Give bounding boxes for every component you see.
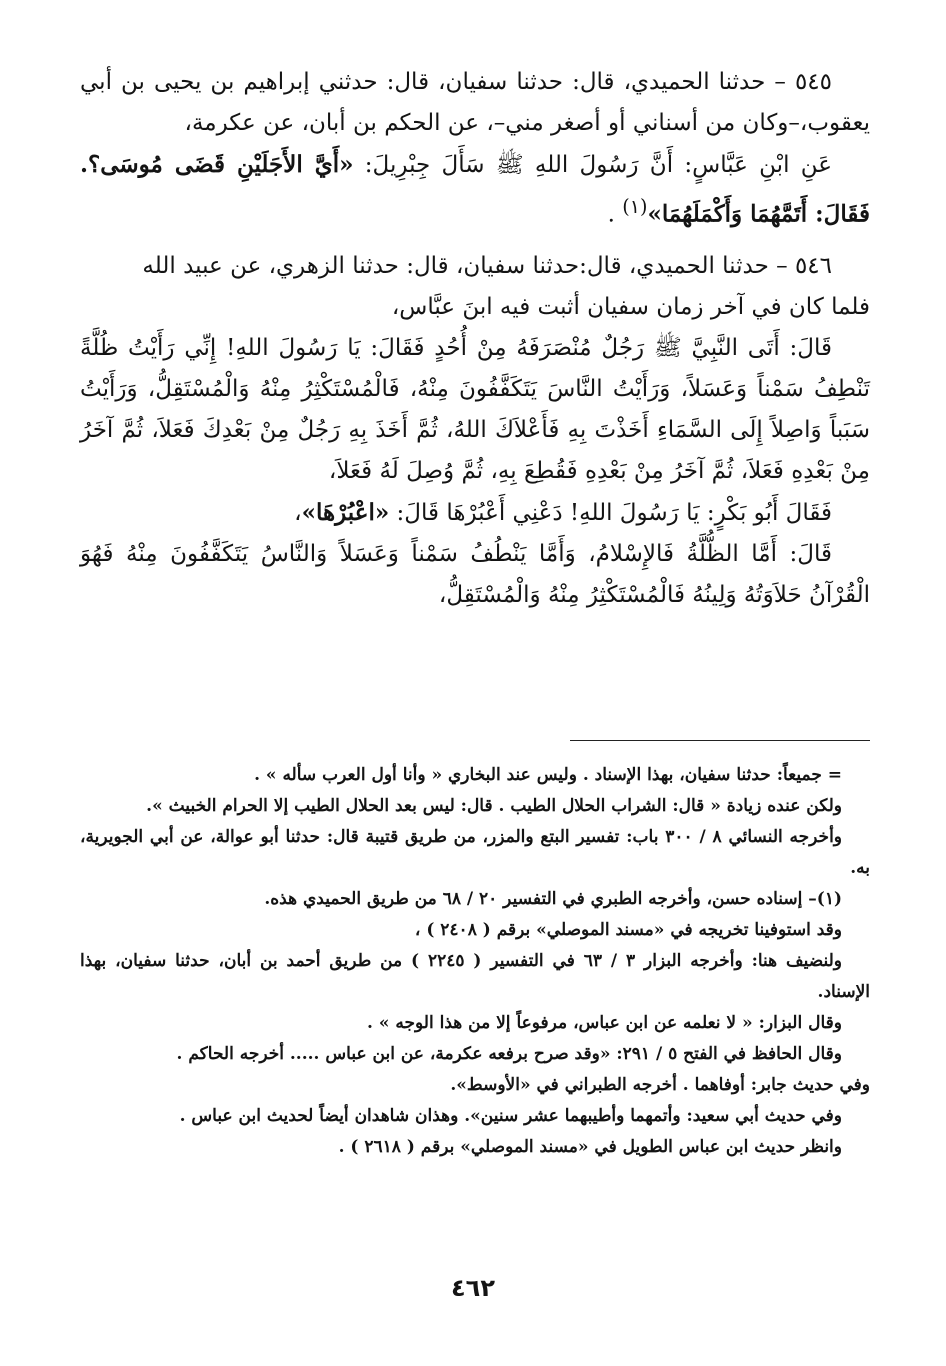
hadith-546-paragraph-2 bbox=[80, 492, 870, 534]
hadith-545-matn bbox=[80, 144, 870, 236]
footnote-ref-1: (١) bbox=[622, 195, 648, 218]
hadith-546-paragraph-1: قَالَ: أَتَى النَّبِيَّ ﷺ رَجُلٌ مُنْصَرَفَهُ مِنْ أُحُدٍ فَقَالَ: يَا رَسُولَ اللهِ! إِنِّي رَأَيْتُ ظُلَّةً تَنْطِفُ سَمْناً وَعَسَلاً، وَرَأَيْتُ النَّاسَ يَتَكَفَّفُونَ مِنْهُ، فَالْمُسْتَكْثِرُ مِنْهُ وَالْمُسْتَقِلُّ، وَرَأَيْتُ سَبَباً وَاصِلاً إِلَى السَّمَاءِ أَخَذْتَ بِهِ فَأَعْلاَكَ اللهُ، ثُمَّ أَخَذَ بِهِ رَجُلٌ مِنْ بَعْدِكَ فَعَلاَ، ثُمَّ آخَرُ مِنْ بَعْدِهِ فَعَلاَ، ثُمَّ آخَرُ مِنْ بَعْدِهِ فَقُطِعَ بِهِ، ثُمَّ وُصِلَ لَهُ فَعَلاَ، bbox=[80, 334, 870, 484]
hadith-546-paragraph-3: قَالَ: أَمَّا الظُّلَّةُ فَالإِسْلامُ، وَأَمَّا يَنْطُفُ سَمْناً وَعَسَلاً وَالنَّاسُ يَتَكَفَّفُونَ مِنْهُ فَهُوَ الْقُرْآنُ حَلاَوَتُهُ وَلِينُهُ فَالْمُسْتَكْثِرُ مِنْهُ وَالْمُسْتَقِلُّ، bbox=[80, 540, 870, 608]
hadith-545-prophet-quote: «أَيَّ الأَجَلَيْنِ قَضَى مُوسَى؟. فَقَالَ: أَتَمَّهُمَا وَأَكْمَلَهُمَا» bbox=[80, 151, 870, 228]
hadith-546-abu-bakr: فَقَالَ أَبُو بَكْرٍ: يَا رَسُولَ اللهِ! دَعْنِي أَعْبُرْهَا قَالَ: bbox=[389, 499, 832, 526]
footnote-line: ولنضيف هنا: وأخرجه البزار ٣ / ٦٣ في التفسير ( ٢٢٤٥ ) من طريق أحمد بن أبان، حدثنا سفيان، بهذا الإسناد. bbox=[80, 951, 870, 1002]
footnote-line: = جميعاً: حدثنا سفيان، بهذا الإسناد . وليس عند البخاري « وأنا أول العرب سأله » . bbox=[254, 765, 842, 785]
footnote-line: وأخرجه النسائي ٨ / ٣٠٠ باب: تفسير البتع والمزر، من طريق قتيبة قال: حدثنا أبو عوالة، عن أبي الجويرية، به. bbox=[80, 827, 870, 878]
footnote-line: وفي حديث جابر: أوفاهما . أخرجه الطبراني في «الأوسط». bbox=[450, 1075, 870, 1095]
footnote-line: وقال البزار: « لا نعلمه عن ابن عباس، مرفوعاً إلا من هذا الوجه » . bbox=[367, 1013, 842, 1033]
footnote-divider bbox=[570, 740, 870, 741]
main-text bbox=[80, 62, 870, 616]
footnote-1: (١)– إسناده حسن، وأخرجه الطبري في التفسير ٢٠ / ٦٨ من طريق الحميدي هذه. bbox=[264, 889, 842, 909]
page-number: ٤٦٢ bbox=[451, 1274, 495, 1302]
footnote-line: وانظر حديث ابن عباس الطويل في «مسند الموصلي» برقم ( ٢٦١٨ ) . bbox=[338, 1137, 842, 1157]
hadith-546-isnad: ٥٤٦ – حدثنا الحميدي، قال:حدثنا سفيان، قال: حدثنا الزهري، عن عبيد الله bbox=[142, 252, 832, 279]
hadith-546-note: فلما كان في آخر زمان سفيان أثبت فيه ابنَ عبَّاس، bbox=[391, 293, 870, 320]
hadith-545-isnad: ٥٤٥ – حدثنا الحميدي، قال: حدثنا سفيان، قال: حدثني إبراهيم بن يحيى بن أبي يعقوب،–وكان من أسناني أو أصغر مني–، عن الحكم بن أبان، عن عكرمة، bbox=[80, 69, 870, 136]
footnote-line: وقد استوفينا تخريجه في «مسند الموصلي» برقم ( ٢٤٠٨ ) ، bbox=[414, 920, 842, 940]
footnote-line: وفي حديث أبي سعيد: وأتمهما وأطيبهما عشر سنين». وهذان شاهدان أيضاً لحديث ابن عباس . bbox=[179, 1106, 842, 1126]
hadith-546-paragraph-2-end: ، bbox=[294, 499, 302, 526]
footnotes bbox=[80, 760, 870, 1163]
hadith-545-end: . bbox=[607, 201, 623, 228]
footnote-line: ولكن عنده زيادة « قال: الشراب الحلال الطيب . قال: ليس بعد الحلال الطيب إلا الحرام الخبيث ». bbox=[146, 796, 842, 816]
footnote-line: وقال الحافظ في الفتح ٥ / ٢٩١: «وقد صرح برفعه عكرمة، عن ابن عباس ..... أخرجه الحاكم . bbox=[176, 1044, 842, 1064]
hadith-546-prophet-quote: «اعْبُرْهَا» bbox=[301, 498, 390, 526]
hadith-545-matn-text: عَنِ ابْنِ عَبَّاسٍ: أَنَّ رَسُولَ اللهِ ﷺ سَأَلَ جِبْرِيلَ: bbox=[353, 152, 833, 178]
